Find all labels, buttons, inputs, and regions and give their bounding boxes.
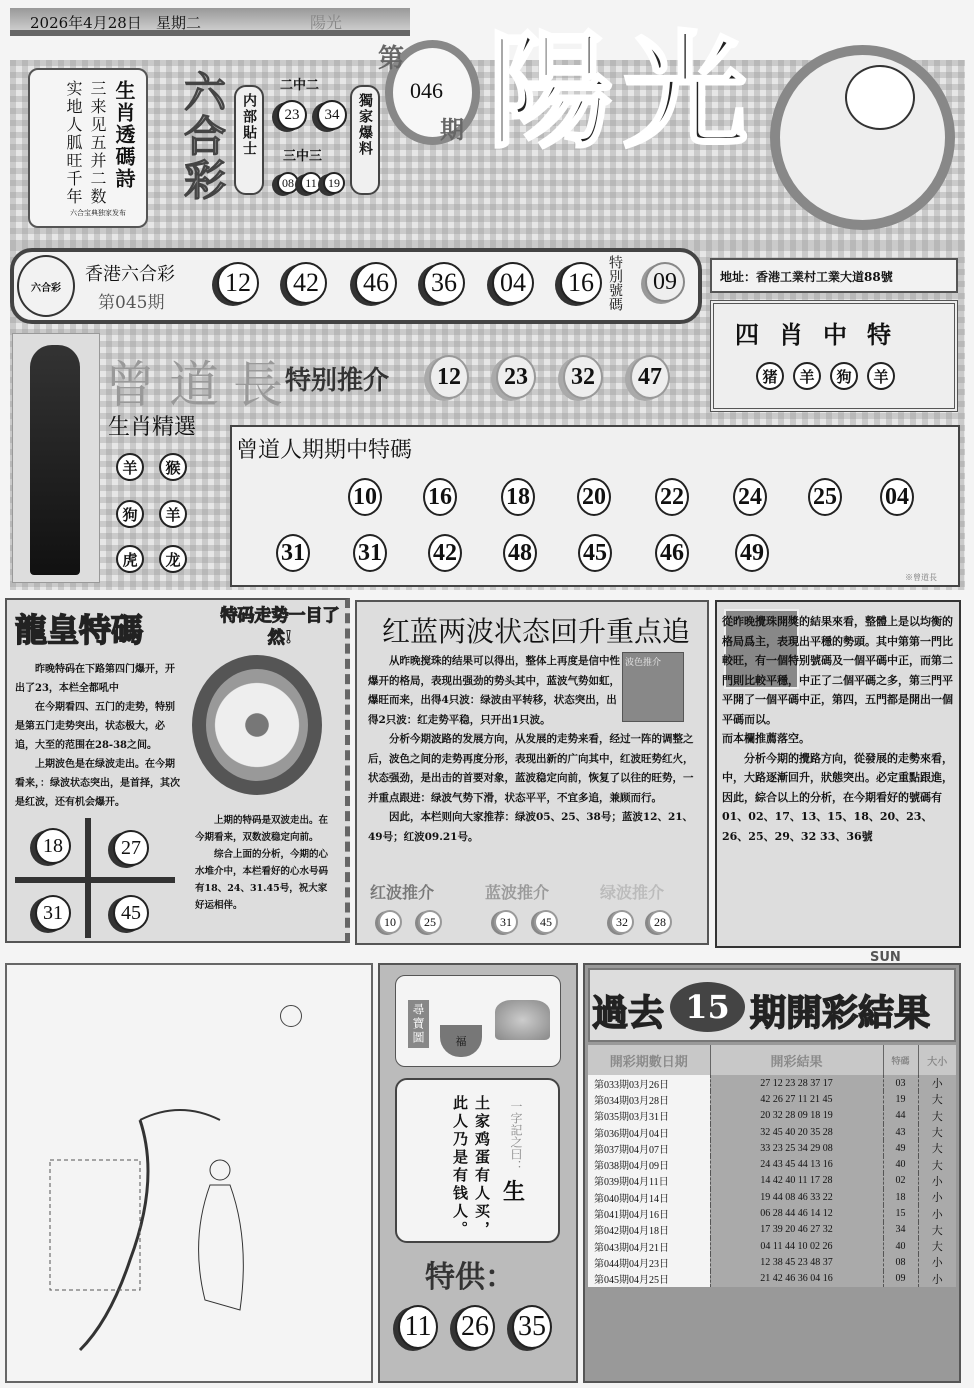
results-issue: 第045期 [98,293,165,313]
treasure-logo: 尋寶圖 [408,1000,429,1048]
wave-ball: 25 [418,910,442,934]
offer-ball: 35 [512,1305,552,1349]
table-cell: 第045期04月25日 [588,1271,710,1287]
analysis-text [722,612,956,846]
table-cell: 第043期04月21日 [588,1238,710,1254]
history-ball: 46 [655,534,689,572]
history-ball: 16 [423,478,457,516]
table-row [588,1222,956,1238]
table-cell: 小 [918,1271,956,1287]
offer-ball: 11 [398,1305,438,1349]
table-row [588,1156,956,1172]
cross-h [15,877,175,883]
table-row [588,1075,956,1091]
history-ball: 31 [353,534,387,572]
zeng-figure [30,345,80,575]
dragon-para: 在今期看四、五门的走势，特别是第五门走势突出，状态极大，必追，大至的范围在28-38之间。 [15,702,175,751]
table-cell: 第038期04月09日 [588,1156,710,1172]
rec-ball: 12 [429,355,469,399]
issue-number: 046 [410,78,443,103]
table-cell: 大 [918,1140,956,1156]
moon-icon [280,1005,302,1027]
table-cell: 大 [918,1108,956,1124]
wave-para: 因此，本栏则向大家推荐：绿波05、25、38号；蓝波12、21、49号；红波09.21号。 [368,811,694,843]
history-ball: 10 [348,478,382,516]
zodiac-pick: 猴 [159,453,187,481]
table-cell: 27 12 23 28 37 17 [710,1075,883,1091]
table-cell: 33 23 25 34 29 08 [710,1140,883,1156]
wave-ball: 45 [534,910,558,934]
dragon-ball: 18 [35,828,71,864]
wave-title: 红蓝两波状态回升重点追 [382,615,691,648]
table-cell: 09 [883,1271,918,1287]
wave-para: 从昨晚搅珠的结果可以得出，整体上再度是信中性爆开的格局，表现出强劲的势头其中，蓝波气势如虹，爆旺而来，出得4只波：绿波由平转移，状态突出，出得2只波：红走势平稳，只开出1只波。 [368,655,620,726]
dragon-para: 综合上面的分析，今期的心水堆介中，本栏看好的心水号码有18、24、31.45号，祝大家好运相伴。 [195,849,329,911]
table-cell: 03 [883,1075,918,1091]
history-ball: 48 [503,534,537,572]
zeng-signature: ※曾道長 [905,573,937,582]
past-title-num: 15 [670,982,745,1032]
result-ball: 36 [423,262,465,304]
four-zodiac-1: 猪 [756,362,784,390]
offer-ball: 26 [455,1305,495,1349]
table-cell: 小 [918,1075,956,1091]
gold-ingots-icon [495,1000,550,1040]
table-row [588,1091,956,1107]
table-cell: 19 [883,1091,918,1107]
history-ball: 22 [655,478,689,516]
zodiac-pick: 羊 [159,500,187,528]
table-cell: 18 [883,1189,918,1205]
zeng-rec-label: 特别推介 [285,366,390,396]
weekday: 星期二 [156,14,202,32]
table-cell: 19 44 08 46 33 22 [710,1189,883,1205]
dragon-ball: 31 [35,895,71,931]
table-cell: 42 26 27 11 21 45 [710,1091,883,1107]
mascot-face [845,65,915,130]
table-row [588,1140,956,1156]
table-cell: 第034期03月28日 [588,1091,710,1107]
dragon-text-2 [195,812,335,914]
special-ball: 09 [645,262,685,302]
history-ball: 45 [578,534,612,572]
col-header: 開彩期數日期 [609,1053,688,1069]
table-cell: 24 43 45 44 13 16 [710,1156,883,1172]
scroll-line-1: 土家鸡蛋有人买， [473,1095,491,1239]
table-cell: 44 [883,1108,918,1124]
dragon-ball: 45 [113,895,149,931]
table-cell: 小 [918,1205,956,1221]
col-header: 大小 [918,1045,956,1075]
result-ball: 04 [492,262,534,304]
table-cell: 14 42 40 11 17 28 [710,1173,883,1189]
zodiac-pick: 龙 [159,545,187,573]
wave-ball: 32 [610,910,634,934]
table-cell: 大 [918,1222,956,1238]
result-ball: 46 [355,262,397,304]
pot-icon: 福 [440,1025,482,1057]
zeng-name: 曾道長 [105,356,297,414]
table-cell: 第040期04月14日 [588,1189,710,1205]
dragon-text [15,660,183,812]
wave-ball: 28 [648,910,672,934]
table-cell: 大 [918,1156,956,1172]
three-ball-3: 19 [323,172,345,194]
results-logo: 六合彩 [17,255,75,317]
history-ball: 04 [880,478,914,516]
wave-group-label: 蓝波推介 [485,883,550,902]
tips-label: 内部貼士 [234,85,264,195]
dragon-ball: 27 [113,830,149,866]
poem-line-1: 三来见五并二数 [88,80,107,206]
table-row [588,1173,956,1189]
table-cell: 第041期04月16日 [588,1205,710,1221]
wave-image-label: 波色推介 [625,658,662,668]
table-cell: 小 [918,1254,956,1270]
wave-ball: 31 [494,910,518,934]
three-label: 三中三 [283,149,323,164]
four-zodiac-2: 羊 [793,362,821,390]
hint-label: 一字記之曰： [509,1100,523,1172]
table-cell: 21 42 46 36 04 16 [710,1271,883,1287]
date: 2026年4月28日 [30,14,142,32]
table-cell: 15 [883,1205,918,1221]
result-ball: 42 [285,262,327,304]
history-ball: 25 [808,478,842,516]
history-ball: 20 [577,478,611,516]
two-ball-1: 23 [277,100,307,130]
col-header: 特碼 [883,1045,918,1075]
two-ball-2: 34 [317,100,347,130]
table-cell: 20 32 28 09 18 19 [710,1108,883,1124]
table-cell: 12 38 45 23 48 37 [710,1254,883,1270]
issue-prefix: 第 [378,44,405,74]
issue-suffix: 期 [440,115,464,144]
table-cell: 32 45 40 20 35 28 [710,1124,883,1140]
table-cell: 49 [883,1140,918,1156]
dragon-para: 昨晚特码在下路第四门爆开，开出了23，本栏全都吼中 [15,664,175,694]
table-cell: 大 [918,1091,956,1107]
results-name: 香港六合彩 [85,264,175,285]
past-brand: SUN [870,950,901,965]
table-cell: 大 [918,1124,956,1140]
hint-answer: 生 [503,1179,526,1205]
zodiac-pick: 狗 [116,500,144,528]
dragon-para: 上期的特码是双波走出。在今期看来，双数波稳定向前。 [195,815,329,843]
compass-icon [192,655,322,795]
wave-ball: 10 [378,910,402,934]
table-row [588,1205,956,1221]
result-ball: 12 [217,262,259,304]
table-cell: 40 [883,1156,918,1172]
table-cell: 小 [918,1173,956,1189]
wave-group-label: 红波推介 [370,883,435,902]
zodiac-label: 生肖精選 [108,415,197,440]
two-label: 二中二 [280,78,320,93]
table-cell: 08 [883,1254,918,1270]
table-cell: 第044期04月23日 [588,1254,710,1270]
masthead-small: 陽光 [310,13,343,32]
table-row [588,1124,956,1140]
table-row [588,1238,956,1254]
table-cell: 43 [883,1124,918,1140]
dragon-title: 龍皇特碼 [15,611,144,649]
liuhecai-logo: 六合彩 [178,70,227,202]
wave-text [368,652,698,847]
table-cell: 17 39 20 46 27 32 [710,1222,883,1238]
table-cell: 34 [883,1222,918,1238]
table-cell: 04 11 44 10 02 26 [710,1238,883,1254]
table-cell: 小 [918,1189,956,1205]
four-zodiac-title: 四肖中特 [735,320,911,349]
dragon-para: 上期波色是在绿波走出。在今期看来，：绿波状态突出，是首择，其次是红波，还有机会爆开。 [15,759,180,808]
table-cell: 第042期04月18日 [588,1222,710,1238]
three-ball-2: 11 [300,172,322,194]
poem-title: 生肖透碼詩 [112,80,136,190]
rec-ball: 47 [630,355,670,399]
table-cell: 06 28 44 46 14 12 [710,1205,883,1221]
past-title-b: 期開彩結果 [750,993,931,1034]
poem-footer: 六合宝典独家发布 [70,209,126,217]
table-cell: 大 [918,1238,956,1254]
past-results-table [588,1045,956,1287]
masthead-title: 陽光 [488,19,758,165]
table-cell: 第037期04月07日 [588,1140,710,1156]
table-cell: 第033期03月26日 [588,1075,710,1091]
history-ball: 24 [733,478,767,516]
table-row [588,1108,956,1124]
table-row [588,1254,956,1270]
three-ball-1: 08 [277,172,299,194]
col-header: 開彩結果 [710,1045,883,1075]
dragon-slogan: 特码走势一目了然! [220,606,340,648]
rec-ball: 23 [496,355,536,399]
analysis-para: 分析今期的攪路方向，從發展的走勢來看，中，大路逐漸回升，狀態突出。必定重點跟進，因此，綜合以上的分析，在今期看好的號碼有01、02、17、13、15、18、20、23、26、25、29、32 33、36號 [722,751,953,843]
illustration-sketch [20,1060,360,1370]
four-zodiac-4: 羊 [867,362,895,390]
table-cell: 02 [883,1173,918,1189]
four-zodiac-3: 狗 [830,362,858,390]
zodiac-pick: 虎 [116,545,144,573]
history-ball: 42 [428,534,462,572]
zodiac-pick: 羊 [116,453,144,481]
special-offer-label: 特供： [425,1260,515,1295]
result-ball: 16 [560,262,602,304]
wave-para: 分析今期波路的发展方向，从发展的走势来看，经过一阵的调整之后，波色之间的走势再度分形，表现出新的广向其中，红波旺势红火，状态强劲，是出击的首要对象，蓝波稳定向前，恢复了以往的旺势，一并重点跟进：绿波气势下滑，状态平平，不宜多追，兼顾而行。 [368,733,694,804]
analysis-para: 從昨晚攪珠開獎的結果來看，整體上是以均衡的格局爲主，表現出平穩的勢頭。其中第第一門比較旺，有一個特别號碼及一個平碼中正，而第二門則比較平穩，中正了二個平碼之多，第三門平平開了一個平碼中正，第四，五門都是開出一個平碼而以。 [722,615,953,726]
scroll-line-2: 此人乃是有钱人。 [451,1095,469,1239]
poem-line-2: 实地人胍旺千年 [64,80,83,206]
table-cell: 第036期04月04日 [588,1124,710,1140]
exclusive-label: 獨家爆料 [350,85,380,195]
table-cell: 40 [883,1238,918,1254]
table-cell: 第039期04月11日 [588,1173,710,1189]
special-label: 特別號碼 [607,255,623,311]
table-row [588,1189,956,1205]
history-ball: 31 [276,534,310,572]
address: 地址：香港工業村工業大道88號 [720,270,893,284]
history-title: 曾道人期期中特碼 [236,438,413,463]
table-row [588,1271,956,1287]
history-ball: 18 [501,478,535,516]
history-ball: 49 [735,534,769,572]
past-title-a: 過去 [592,993,665,1034]
wave-group-label: 绿波推介 [600,883,665,902]
rec-ball: 32 [563,355,603,399]
table-cell: 第035期03月31日 [588,1108,710,1124]
analysis-para: 而本欄推薦落空。 [722,732,810,745]
